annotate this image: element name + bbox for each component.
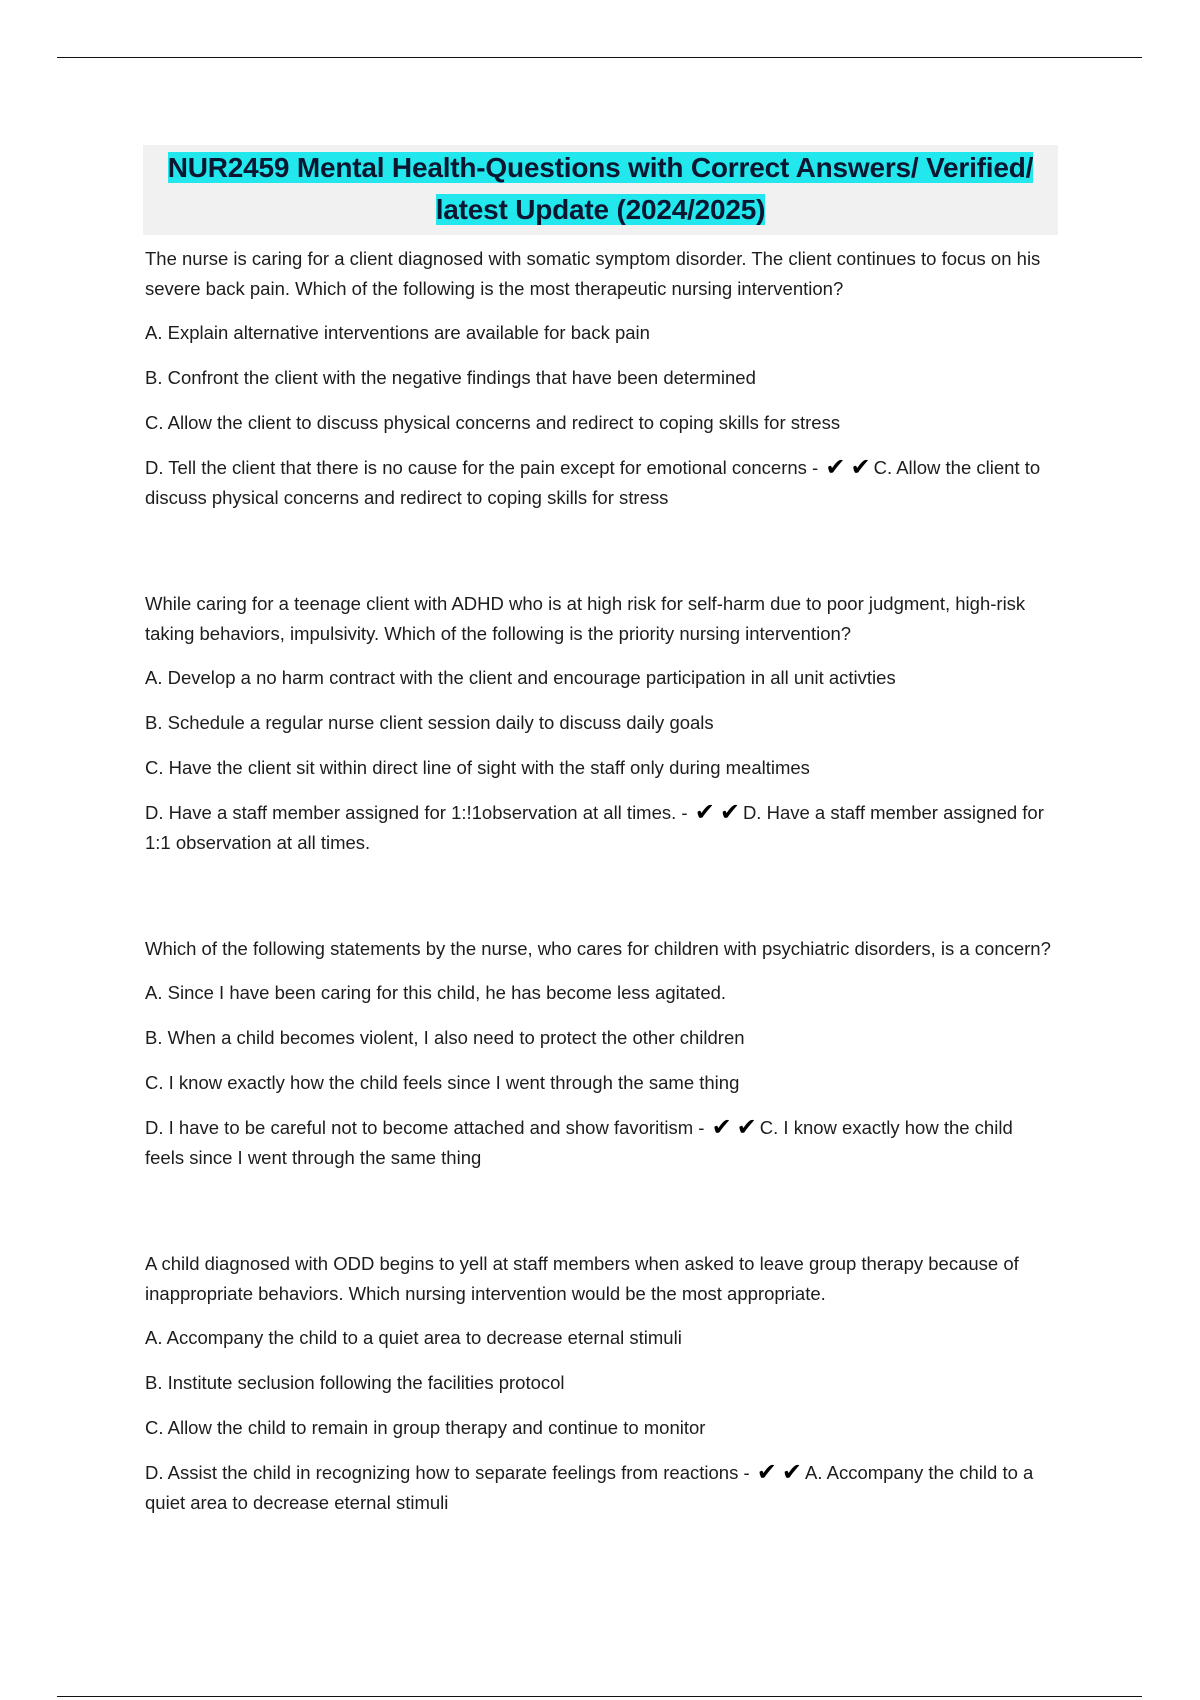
option-d: D. Tell the client that there is no cause for the pain except for emotional concerns - [145,457,819,478]
questions-list [145,244,1055,1594]
option-d: D. Have a staff member assigned for 1:!1observation at all times. - [145,802,688,823]
checkmark-icon: ✔ [850,454,871,481]
checkmark-icon: ✔ [694,799,715,826]
correct-answer: C. I know exactly how the child feels since I went through the same thing [145,1117,1013,1168]
option-d: D. Assist the child in recognizing how to separate feelings from reactions - [145,1462,750,1483]
option-b: B. Schedule a regular nurse client session daily to discuss daily goals [145,712,714,733]
question-stem: Which of the following statements by the nurse, who cares for children with psychiatric disorders, is a concern? [145,938,1051,959]
checkmark-icon: ✔ [781,1459,802,1486]
title-line-1: NUR2459 Mental Health-Questions with Correct Answers/ Verified/ [167,152,1034,183]
correct-answer: D. Have a staff member assigned for 1:1 observation at all times. [145,802,1044,853]
question-block-1 [145,244,1055,513]
checkmark-icon: ✔ [719,799,740,826]
option-a: A. Develop a no harm contract with the client and encourage participation in all unit activties [145,667,896,688]
option-a: A. Explain alternative interventions are available for back pain [145,322,650,343]
checkmark-icon: ✔ [756,1459,777,1486]
checkmark-icon: ✔ [736,1114,757,1141]
question-stem: While caring for a teenage client with ADHD who is at high risk for self-harm due to poor judgment, high-risk taking behaviors, impulsivity. Which of the following is the priority nursing intervention? [145,593,1026,644]
option-d-with-answer [145,453,1055,513]
checkmark-icon: ✔ [711,1114,732,1141]
option-a: A. Accompany the child to a quiet area to decrease eternal stimuli [145,1327,682,1348]
question-block-4 [145,1249,1055,1518]
title-line-2: latest Update (2024/2025) [435,194,766,225]
question-stem: The nurse is caring for a client diagnosed with somatic symptom disorder. The client continues to focus on his severe back pain. Which of the following is the most therapeutic nursing intervention? [145,248,1041,299]
option-d-with-answer [145,798,1055,858]
question-block-2 [145,589,1055,858]
option-d-with-answer [145,1458,1055,1518]
document-title [143,145,1058,235]
question-block-3 [145,934,1055,1173]
checkmark-icon: ✔ [825,454,846,481]
top-rule [57,57,1142,58]
bottom-rule [57,1696,1142,1697]
option-c: C. Allow the child to remain in group therapy and continue to monitor [145,1417,706,1438]
question-stem: A child diagnosed with ODD begins to yell at staff members when asked to leave group therapy because of inappropriate behaviors. Which nursing intervention would be the most appropriate. [145,1253,1019,1304]
option-b: B. When a child becomes violent, I also need to protect the other children [145,1027,745,1048]
option-a: A. Since I have been caring for this child, he has become less agitated. [145,982,727,1003]
option-c: C. I know exactly how the child feels since I went through the same thing [145,1072,740,1093]
correct-answer: A. Accompany the child to a quiet area to decrease eternal stimuli [145,1462,1034,1513]
option-c: C. Have the client sit within direct line of sight with the staff only during mealtimes [145,757,810,778]
option-d: D. I have to be careful not to become attached and show favoritism - [145,1117,705,1138]
option-d-with-answer [145,1113,1055,1173]
option-b: B. Institute seclusion following the facilities protocol [145,1372,565,1393]
option-b: B. Confront the client with the negative findings that have been determined [145,367,756,388]
option-c: C. Allow the client to discuss physical concerns and redirect to coping skills for stress [145,412,841,433]
correct-answer: C. Allow the client to discuss physical concerns and redirect to coping skills for stress [145,457,1041,508]
